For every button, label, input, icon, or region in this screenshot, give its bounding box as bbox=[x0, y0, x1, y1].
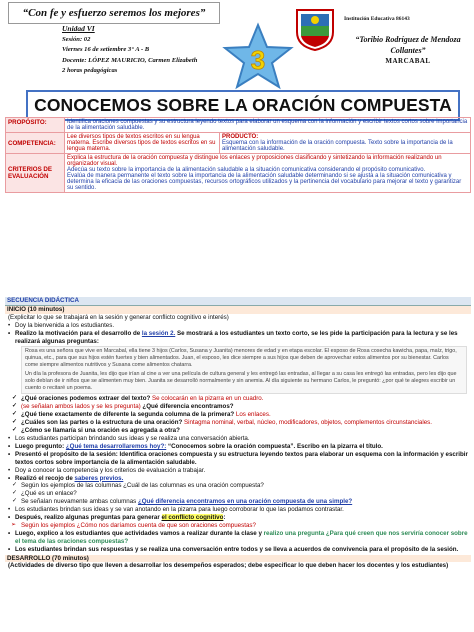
list-item: ✓ ¿Cuáles son las partes o la estructura de una oración? Sintagma nominal, verbal, núcleo, modificadores, objetos, complementos circunstanciales. bbox=[5, 419, 471, 427]
sesion-label: Sesión: 02 bbox=[62, 35, 91, 43]
desarrollo-note: (Actividades de diverso tipo que lleven a desarrollar los desempeños esperados; debe especificar lo que deben hacer los docentes y los estudiantes) bbox=[8, 562, 449, 570]
list-item: ✓ ¿Qué tiene exactamente de diferente la segunda columna de la primera? Los enlaces. bbox=[5, 411, 471, 419]
competencia-label: COMPETENCIA: bbox=[6, 133, 65, 154]
list-item: ✓ ¿Cómo se llamaría si una oración es agregada a otra? bbox=[5, 427, 471, 435]
inicio-header: INICIO (10 minutos) bbox=[5, 306, 471, 314]
secuencia-didactica bbox=[5, 297, 471, 632]
star-number-icon bbox=[222, 22, 294, 90]
producto-text: Esquema con la información de la oración compuesta. Texto sobre la importancia de la alimentación saludable. bbox=[222, 140, 453, 152]
motto-banner: “Con fe y esfuerzo seremos los mejores” bbox=[8, 2, 220, 24]
competencia-text: Lee diversos tipos de textos escritos en su lengua materna. Escribe diversos tipos de textos escritos en su lengua materna. bbox=[65, 133, 220, 154]
saberes-link[interactable]: saberes previos. bbox=[74, 474, 124, 482]
proposito-row bbox=[6, 118, 471, 133]
list-item: ✓ ¿Qué es un enlace? bbox=[5, 490, 471, 498]
city-name: MARCABAL bbox=[385, 57, 431, 65]
school-logo-icon bbox=[291, 6, 339, 52]
list-item: • Doy a conocer la competencia y los criterios de evaluación a trabajar. bbox=[5, 467, 471, 475]
proposito-text: Identifica oraciones compuestas y su estructura leyendo textos para elaborar un esquema con la información y escribir textos cortos sobre importancia de la alimentación saludable. bbox=[65, 118, 471, 133]
list-item: • Doy la bienvenida a los estudiantes. bbox=[5, 322, 471, 330]
proposito-label: PROPÓSITO: bbox=[6, 118, 65, 133]
criterios-item-2: Adecúa su texto sobre la importancia de la alimentación saludable a la situación comunicativa considerando el propósito comunicativo. bbox=[67, 167, 426, 173]
list-item: • Los estudiantes brindan sus respuestas y se realiza una conversación entre todos y se lleva a acuerdos de convivencia para el propósito de la sesión. bbox=[5, 546, 471, 554]
list-item: • Realizo la motivación para el desarrollo de la sesión 2. Se mostrará a los estudiantes un texto corto, se les pide la participación para la lectura y se les realizará algunas preguntas: bbox=[5, 330, 471, 346]
horas-label: 2 horas pedagógicas bbox=[62, 67, 118, 74]
story-paragraph-2: Un día la profesora de Juanita, les dijo que irían al cine a ver una película de cultura general y les entregó las entradas, al llegar a su casa les entregó las entradas, pero les dijo que solo debían de ir niños que se alimenten muy bien. Juanita se desarrolló normalmente y sin anemia. Al día siguiente su hermano Carlos, le preguntó: ¿por qué te alegres escribir un cuento o recitaré un poema. bbox=[25, 371, 457, 392]
docente-label: Docente: LÓPEZ MAURICIO, Carmen Elizabeth bbox=[62, 56, 198, 64]
secuencia-header: SECUENCIA DIDÁCTICA bbox=[5, 297, 471, 306]
desarrollo-header: DESARROLLO (70 minutos) bbox=[5, 555, 471, 563]
story-box bbox=[21, 346, 467, 394]
criterios-row bbox=[6, 154, 471, 193]
list-item: ✓ Según los ejemplos de las columnas ¿Cuál de las columnas es una oración compuesta? bbox=[5, 482, 471, 490]
list-item: ✓ Se señalan nuevamente ambas columnas ¿Qué diferencia encontramos en una oración compuesta de una simple? bbox=[5, 498, 471, 506]
criterios-label: CRITERIOS DE EVALUACIÓN bbox=[6, 154, 65, 193]
list-item: • Los estudiantes participan brindando sus ideas y se realiza una conversación abierta. bbox=[5, 435, 471, 443]
inicio-note: (Explicitar lo que se trabajará en la sesión y generar conflicto cognitivo e interés) bbox=[8, 313, 229, 321]
star-number: 3 bbox=[250, 45, 266, 75]
institution-label: Institución Educativa 86143 bbox=[344, 16, 410, 22]
competencia-row bbox=[6, 133, 471, 154]
producto-label: PRODUCTO: bbox=[222, 134, 259, 140]
list-item: ✓ ¿Qué oraciones podemos extraer del texto? Se colocarán en la pizarra en un cuadro. bbox=[5, 395, 471, 403]
list-item: • Los estudiantes brindan sus ideas y se van anotando en la pizarra para luego corroborar lo que las podamos contrastar. bbox=[5, 506, 471, 514]
page-title: CONOCEMOS SOBRE LA ORACIÓN COMPUESTA bbox=[26, 90, 460, 121]
list-item: • Luego pregunto: ¿Qué tema desarrollaremos hoy?: “Conocemos sobre la oración compuesta”. Escribo en la pizarra el título. bbox=[5, 443, 471, 451]
list-item: ✓ (se señalan ambos lados y se les pregunta) ¿Qué diferencia encontramos? bbox=[5, 403, 471, 411]
school-name: “Toribio Rodríguez de Mendoza Collantes” bbox=[355, 35, 461, 55]
criterios-item-3: Evalúa de manera permanente el texto sobre la importancia de la alimentación saludable determinando si se ajusta a la situación comunicativa y determina la eficacia de las oraciones compuestas, recursos ortográficos utilizados y la pertinencia del vocabulario para mejorar el texto y garantizar su sentido. bbox=[67, 173, 462, 191]
list-item: ➢ Según los ejemplos ¿Cómo nos daríamos cuenta de que son oraciones compuestas? bbox=[5, 522, 471, 530]
session-table bbox=[5, 117, 471, 193]
producto-cell bbox=[220, 133, 471, 154]
list-item: • Presentó el propósito de la sesión: Identifica oraciones compuesta y su estructura leyendo textos para elaborar un esquema con la información y escribir textos cortos sobre importancia de la alimentación saludable. bbox=[5, 451, 471, 467]
unidad-label: Unidad VI bbox=[62, 24, 95, 33]
criterios-item-1: Explica la estructura de la oración compuesta y distingue los enlaces y proposiciones clasificando y sintetizando la información realizando un organizador visual. bbox=[67, 155, 442, 167]
story-paragraph-1: Rosa es una señora que vive en Marcabal, ella tiene 3 hijos (Carlos, Susana y Juanita) menores de edad y en etapa escolar. El esposo de Rosa cosecha kawicha, papa, maíz, trigo, quinua, etc., para que sus hijos estén fuertes y bien alimentados. Juan, el esposo, les dice siempre a sus hijos que deben de aprovechar estos alimentos por su bienestar. Carlos come siempre alimentos nutritivos y Susana come alimentos chatarra. bbox=[25, 348, 457, 369]
session-link[interactable]: la sesión 2. bbox=[141, 329, 176, 337]
list-item: • Luego, explico a los estudiantes que actividades vamos a realizar durante la clase y realizo una pregunta ¿Para qué creen que nos serviría conocer sobre el tema de las oraciones compuestas? bbox=[5, 530, 471, 546]
criterios-cell bbox=[65, 154, 471, 193]
list-item: • Realizó el recojo de saberes previos. bbox=[5, 475, 471, 483]
list-item: • Después, realizo algunas preguntas para generar el conflicto cognitivo: bbox=[5, 514, 471, 522]
fecha-label: Viernes 16 de setiembre 3° A - B bbox=[62, 46, 150, 53]
